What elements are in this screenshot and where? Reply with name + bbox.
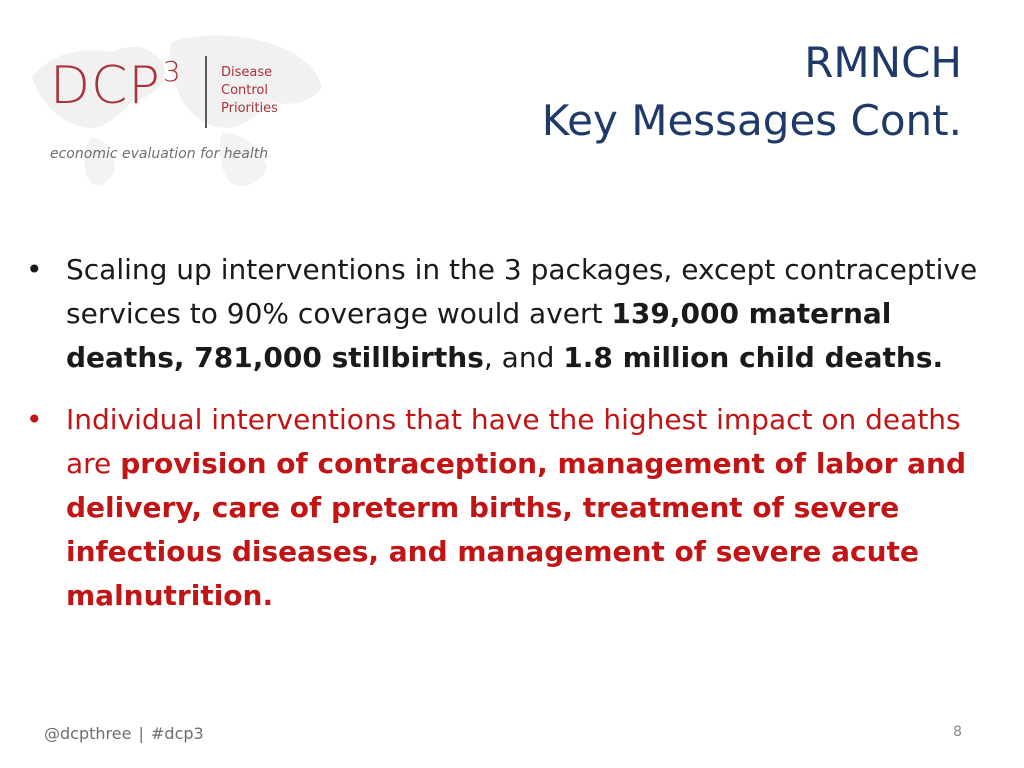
footer-social-handles: @dcpthree | #dcp3 xyxy=(44,724,204,743)
bullet-segment-bold: 139,000 maternal deaths, 781,000 stillbirths xyxy=(66,297,892,374)
bullet-marker: • xyxy=(26,253,43,286)
slide-title-line-2: Key Messages Cont. xyxy=(541,96,962,145)
logo-words xyxy=(221,64,278,118)
slide-title-line-1: RMNCH xyxy=(804,38,962,87)
logo-word-priorities: Priorities xyxy=(221,101,278,116)
bullet-marker: • xyxy=(26,403,43,436)
bullet-item-2 xyxy=(26,398,986,618)
bullet-segment: , and xyxy=(483,341,564,374)
logo-word-disease: Disease xyxy=(221,65,273,80)
dcp3-logo xyxy=(22,22,332,197)
slide-page-number: 8 xyxy=(953,724,962,740)
logo-divider xyxy=(205,56,207,128)
bullet-text xyxy=(66,403,966,612)
bullet-text xyxy=(66,253,977,374)
bullet-segment-bold: 1.8 million child deaths. xyxy=(563,341,944,374)
logo-tagline: economic evaluation for health xyxy=(50,146,269,162)
bullet-item-1 xyxy=(26,248,986,380)
logo-mark: DCP$^3$ xyxy=(50,55,182,116)
slide-title xyxy=(542,34,962,150)
bullet-segment: Individual interventions that have the highest impact on deaths are xyxy=(66,403,961,480)
bullet-segment-bold: provision of contraception, management of labor and delivery, care of preterm births, treatment of severe infectious diseases, and management of severe acute malnutrition. xyxy=(66,447,967,612)
logo-word-control: Control xyxy=(221,83,268,98)
bullet-segment: Scaling up interventions in the 3 packages, except contraceptive services to 90% coverage would avert xyxy=(66,253,978,330)
slide-body xyxy=(26,248,986,618)
